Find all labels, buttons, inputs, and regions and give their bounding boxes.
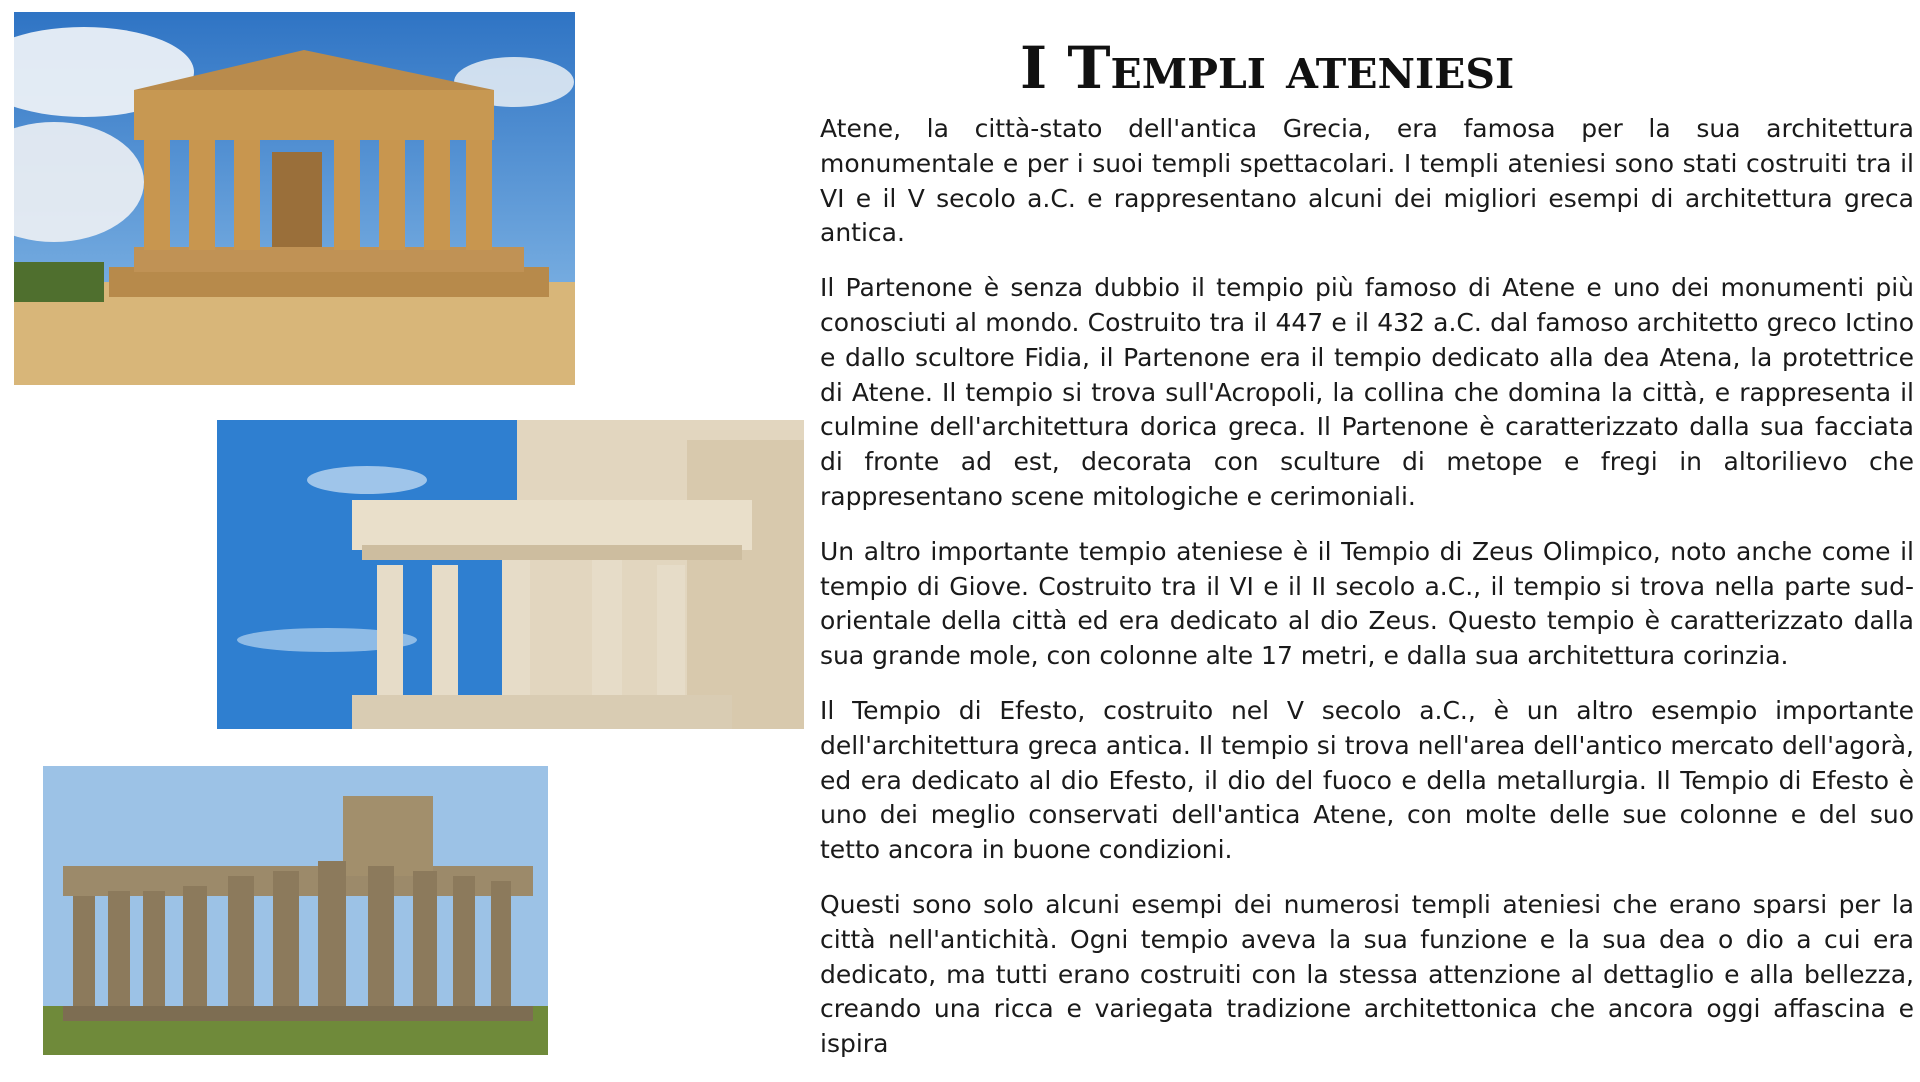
- temple-ruins-photo: [43, 766, 548, 1055]
- paragraph-intro: Atene, la città-stato dell'antica Grecia, era famosa per la sua architettura monumentale e per i suoi templi spettacolari. I templi ateniesi sono stati costruiti tra il VI e il V secolo a.C. e rappresentano alcuni dei migliori esempi di architettura greca antica.: [820, 114, 1914, 248]
- page-title: I Templi ateniesi: [1020, 34, 1515, 102]
- paragraph-conclusione: Questi sono solo alcuni esempi dei numerosi templi ateniesi che erano sparsi per la città nell'antichità. Ogni tempio aveva la sua funzione e la sua dea o dio a cui era dedicato, ma tutti erano costruiti con la stessa attenzione al dettaglio e alla bellezza, creando una ricca e variegata tradizione architettonica che ancora oggi affascina e ispira: [820, 889, 1914, 1059]
- temple-photo-concordia: [14, 12, 575, 385]
- article-body: [820, 112, 1914, 1082]
- erechtheion-caryatids-photo: [217, 420, 804, 729]
- paragraph-efesto: Il Tempio di Efesto, costruito nel V secolo a.C., è un altro esempio importante dell'architettura greca antica. Il tempio si trova nell'area dell'antico mercato dell'agorà, ed era dedicato al dio Efesto, il dio del fuoco e della metallurgia. Il Tempio di Efesto è uno dei meglio conservati dell'antica Atene, con molte delle sue colonne e del suo tetto ancora in buone condizioni.: [820, 695, 1914, 865]
- paragraph-partenone: Il Partenone è senza dubbio il tempio più famoso di Atene e uno dei monumenti più conosciuti al mondo. Costruito tra il 447 e il 432 a.C. dal famoso architetto greco Ictino e dallo scultore Fidia, il Partenone era il tempio dedicato alla dea Atena, la protettrice di Atene. Il tempio si trova sull'Acropoli, la collina che domina la città, e rappresenta il culmine dell'architettura dorica greca. Il Partenone è caratterizzato dalla sua facciata di fronte ad est, decorata con sculture di metope e fregi in altorilievo che rappresentano scene mitologiche e cerimoniali.: [820, 273, 1914, 511]
- paragraph-zeus-olimpico: Un altro importante tempio ateniese è il Tempio di Zeus Olimpico, noto anche come il tempio di Giove. Costruito tra il VI e il II secolo a.C., il tempio si trova nella parte sud-orientale della città ed era dedicato al dio Zeus. Questo tempio è caratterizzato dalla sua grande mole, con colonne alte 17 metri, e dalla sua architettura corinzia.: [820, 536, 1914, 671]
